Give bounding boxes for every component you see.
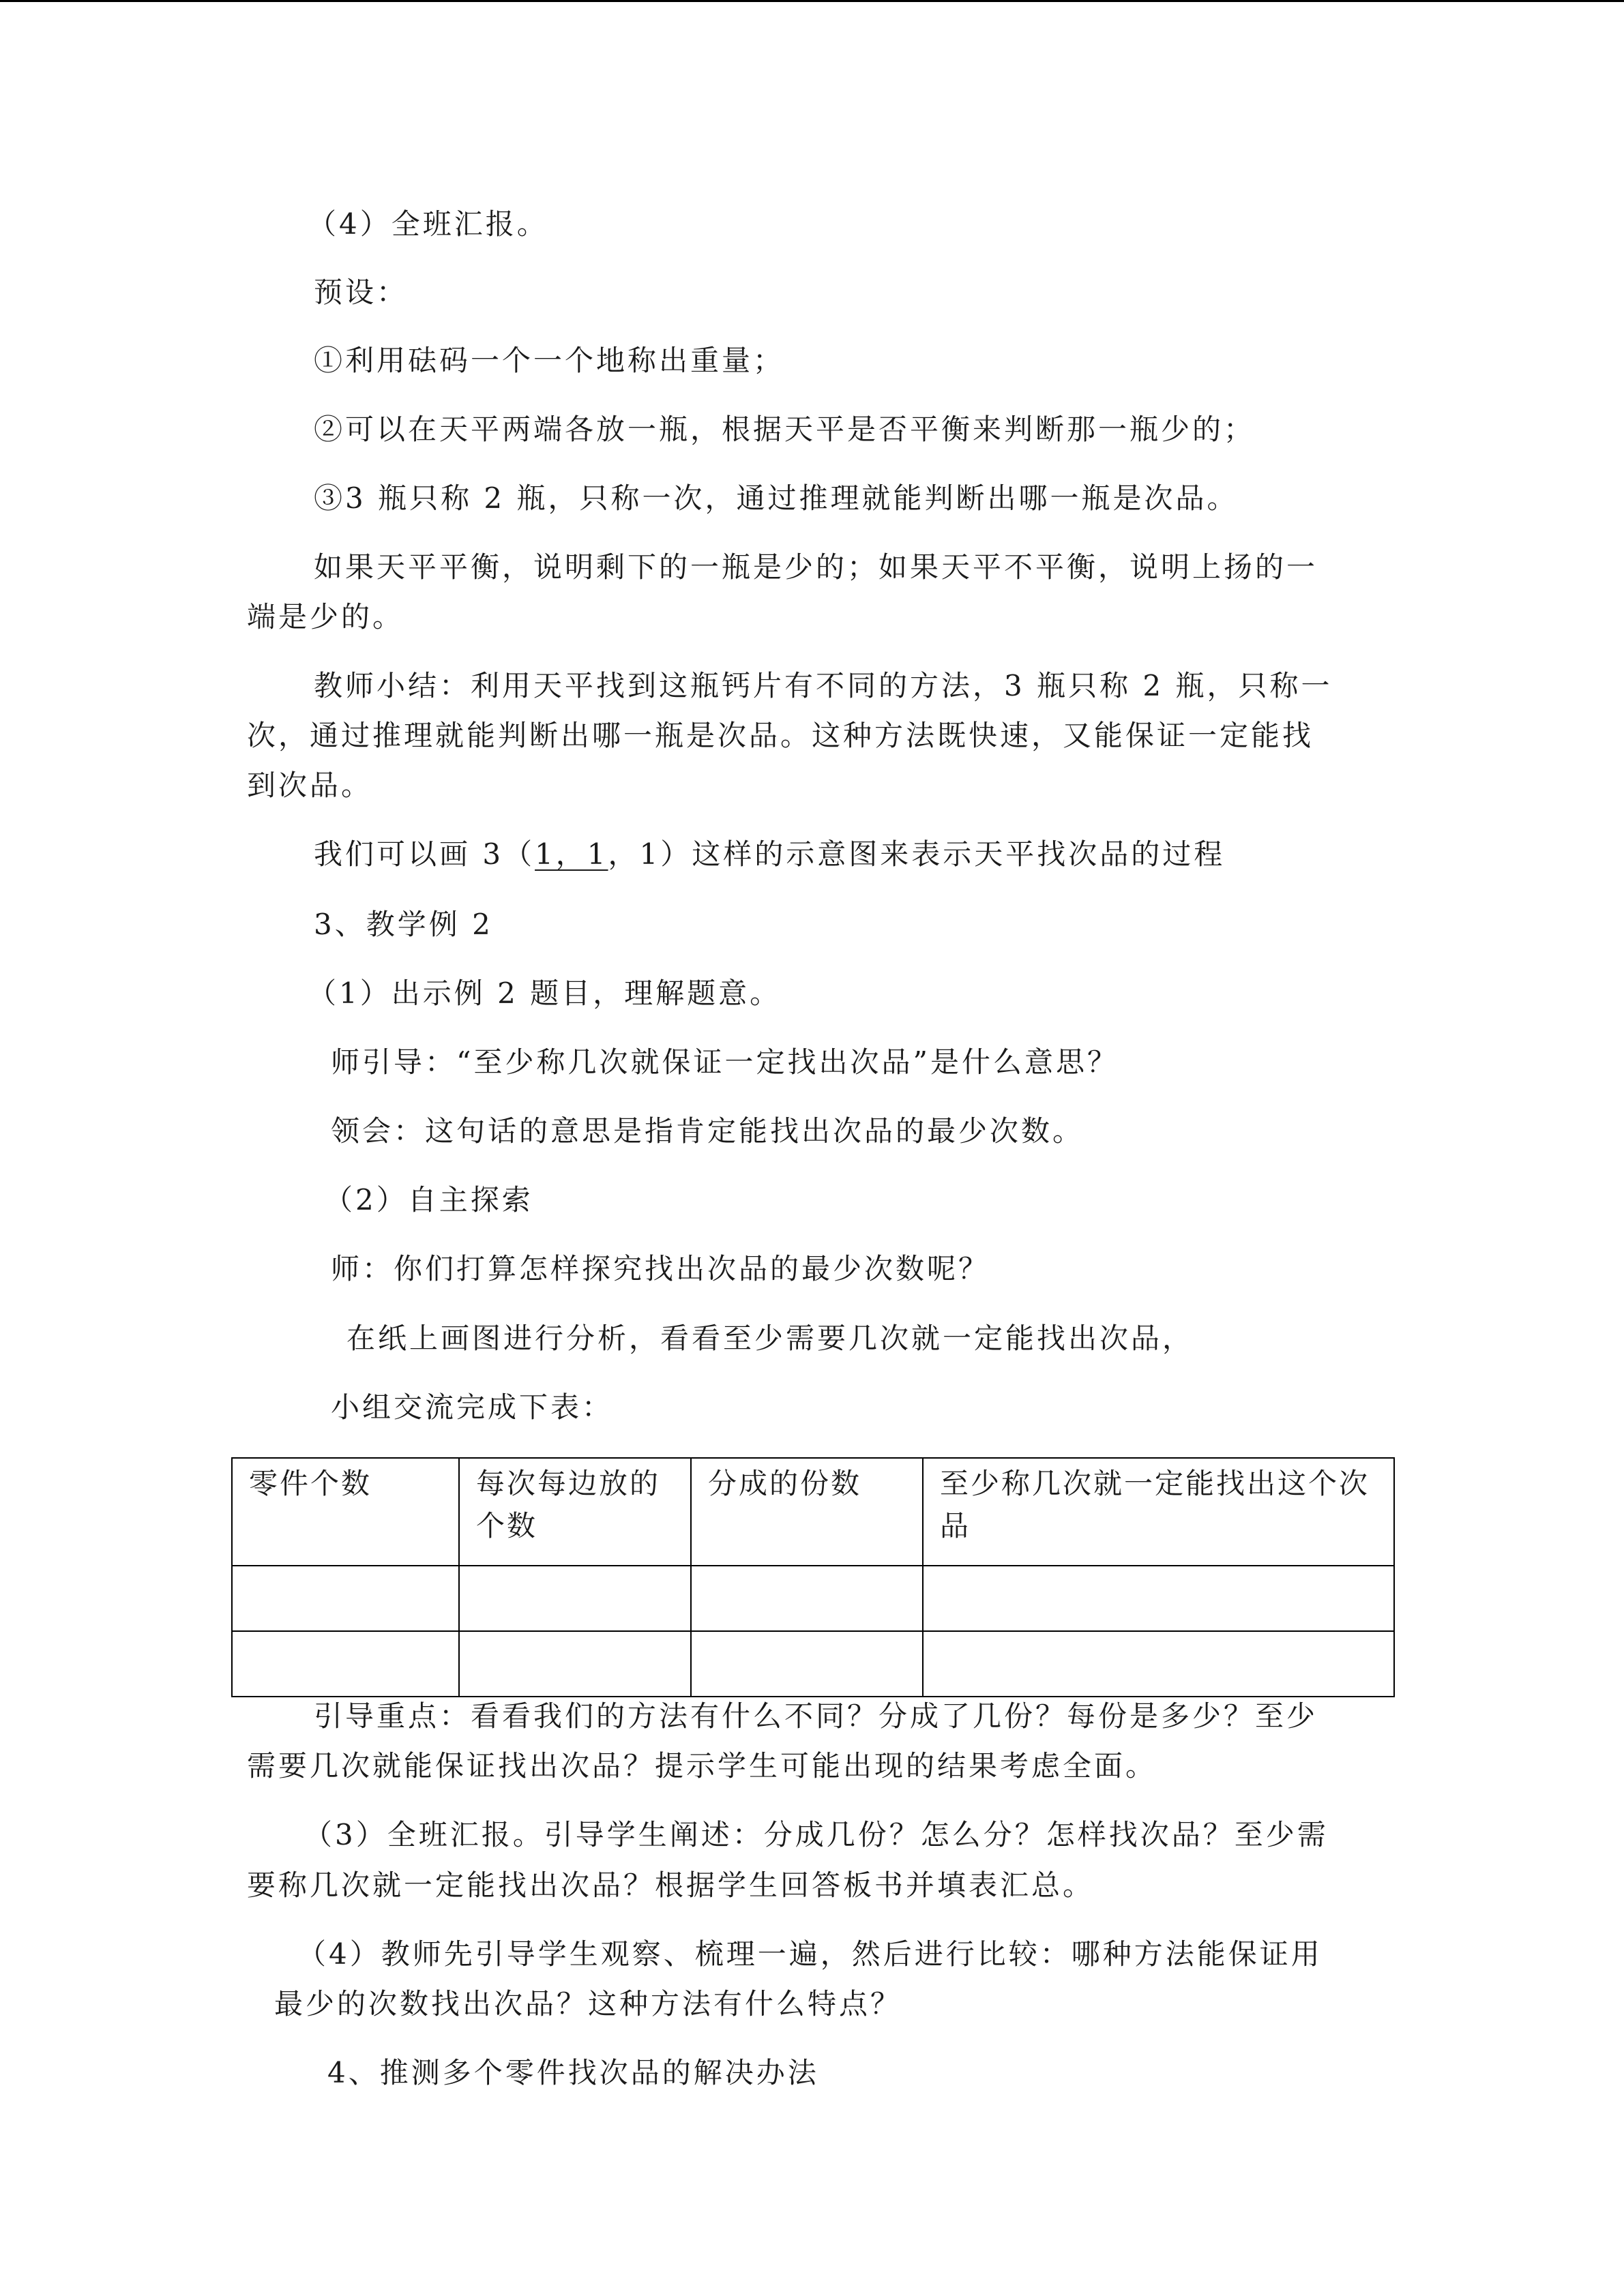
diagram-underlined: 1，1 bbox=[535, 837, 608, 871]
paragraph-show-example: （1）出示例 2 题目，理解题意。 bbox=[308, 976, 782, 1010]
table-row bbox=[232, 1566, 1394, 1631]
paragraph-guide-focus-line1: 引导重点：看看我们的方法有什么不同？分成了几份？每份是多少？至少 bbox=[314, 1699, 1318, 1733]
diagram-text-start: 我们可以画 3（ bbox=[314, 837, 535, 871]
paragraph-summary-line3: 到次品。 bbox=[247, 769, 373, 802]
diagram-text-end: ，1）这样的示意图来表示天平找次品的过程 bbox=[608, 837, 1226, 871]
table-cell bbox=[691, 1566, 923, 1631]
paragraph-teacher-guide: 师引导：“至少称几次就保证一定找出次品”是什么意思？ bbox=[331, 1045, 1119, 1079]
table-cell bbox=[459, 1566, 691, 1631]
heading-example-2: 3、教学例 2 bbox=[314, 908, 493, 941]
paragraph-preset: 预设： bbox=[314, 275, 409, 309]
paragraph-teacher-question: 师：你们打算怎样探究找出次品的最少次数呢？ bbox=[331, 1252, 990, 1285]
paragraph-preset-3: ③3 瓶只称 2 瓶，只称一次，通过推理就能判断出哪一瓶是次品。 bbox=[314, 481, 1239, 515]
paragraph-balance-line1: 如果天平平衡，说明剩下的一瓶是少的；如果天平不平衡，说明上扬的一 bbox=[314, 550, 1318, 584]
table-cell bbox=[459, 1631, 691, 1697]
paragraph-balance-line2: 端是少的。 bbox=[247, 600, 404, 633]
table-cell bbox=[232, 1566, 459, 1631]
paragraph-summary-line1: 教师小结：利用天平找到这瓶钙片有不同的方法，3 瓶只称 2 瓶，只称一 bbox=[314, 669, 1333, 702]
paragraph-compare-line2: 最少的次数找出次品？这种方法有什么特点？ bbox=[274, 1987, 902, 2021]
table-cell bbox=[923, 1631, 1394, 1697]
paragraph-class-report-2-line1: （3）全班汇报。引导学生阐述：分成几份？怎么分？怎样找次品？至少需 bbox=[304, 1818, 1329, 1851]
table-cell bbox=[923, 1566, 1394, 1631]
table-header-parts-count: 零件个数 bbox=[232, 1458, 459, 1566]
paragraph-draw-analyze: 在纸上画图进行分析，看看至少需要几次就一定能找出次品， bbox=[346, 1322, 1194, 1355]
table-header-min-weighings: 至少称几次就一定能找出这个次品 bbox=[923, 1458, 1394, 1566]
exploration-table bbox=[231, 1457, 1395, 1697]
table-cell bbox=[691, 1631, 923, 1697]
paragraph-preset-2: ②可以在天平两端各放一瓶，根据天平是否平衡来判断那一瓶少的； bbox=[314, 413, 1256, 446]
paragraph-summary-line2: 次，通过推理就能判断出哪一瓶是次品。这种方法既快速，又能保证一定能找 bbox=[247, 719, 1314, 752]
paragraph-compare-line1: （4）教师先引导学生观察、梳理一遍，然后进行比较：哪种方法能保证用 bbox=[297, 1937, 1323, 1971]
table-header-per-side: 每次每边放的个数 bbox=[459, 1458, 691, 1566]
table-row bbox=[232, 1631, 1394, 1697]
paragraph-group-table: 小组交流完成下表： bbox=[331, 1390, 614, 1424]
paragraph-understand: 领会：这句话的意思是指肯定能找出次品的最少次数。 bbox=[331, 1114, 1084, 1148]
heading-infer-multiple: 4、推测多个零件找次品的解决办法 bbox=[327, 2056, 819, 2089]
paragraph-class-report: （4）全班汇报。 bbox=[308, 207, 548, 241]
paragraph-preset-1: ①利用砝码一个一个地称出重量； bbox=[314, 344, 785, 377]
paragraph-guide-focus-line2: 需要几次就能保证找出次品？提示学生可能出现的结果考虑全面。 bbox=[247, 1749, 1157, 1783]
table-header-groups: 分成的份数 bbox=[691, 1458, 923, 1566]
paragraph-diagram bbox=[314, 837, 1226, 871]
heading-self-explore: （2）自主探索 bbox=[324, 1183, 533, 1217]
table-cell bbox=[232, 1631, 459, 1697]
table-header-row bbox=[232, 1458, 1394, 1566]
paragraph-class-report-2-line2: 要称几次就一定能找出次品？根据学生回答板书并填表汇总。 bbox=[247, 1868, 1095, 1902]
